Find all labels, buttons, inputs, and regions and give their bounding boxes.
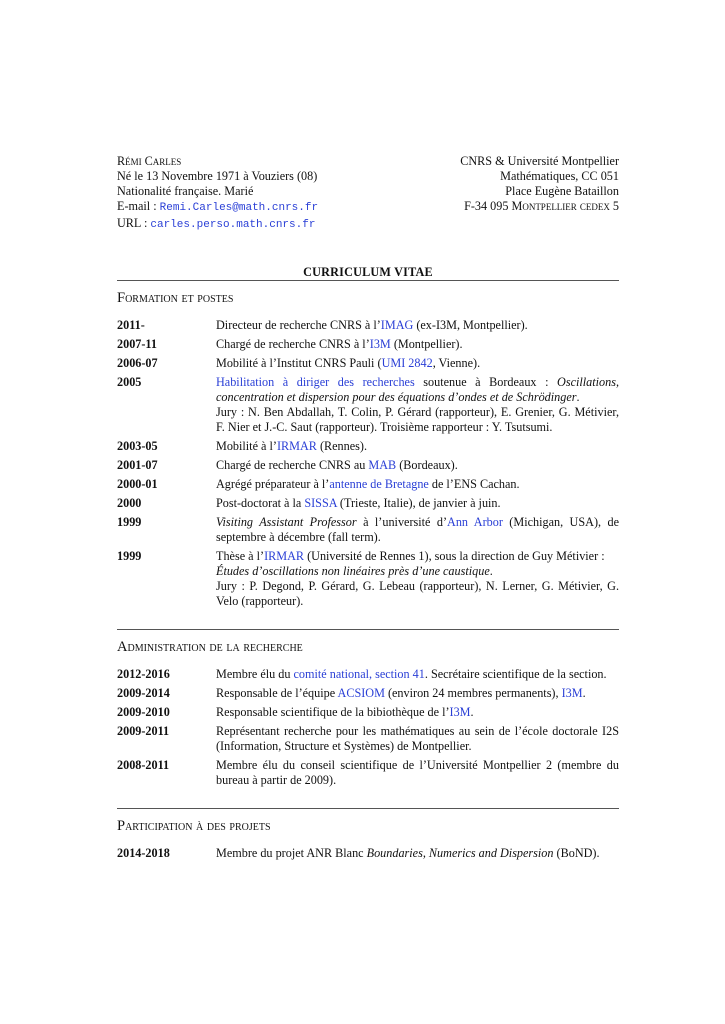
- entry-year: 2009-2011: [117, 724, 170, 738]
- url-link[interactable]: carles.perso.math.cnrs.fr: [150, 219, 316, 231]
- entry-text: (Rennes).: [316, 439, 367, 453]
- entry-text: Mobilité à l’: [216, 439, 277, 453]
- affiliation-line-1: CNRS & Université Montpellier: [460, 154, 619, 168]
- umi-link[interactable]: UMI 2842: [381, 356, 433, 370]
- project-entry: [117, 846, 619, 861]
- email-label: E-mail :: [117, 199, 160, 213]
- entry-text: (Montpellier).: [390, 337, 463, 351]
- personal-info: [117, 154, 318, 233]
- entry-description: [216, 667, 619, 682]
- formation-entry: [117, 356, 619, 371]
- entry-text: Agrégé préparateur à l’: [216, 477, 330, 491]
- imag-link[interactable]: IMAG: [380, 318, 414, 332]
- entry-description: [216, 477, 619, 492]
- irmar-link[interactable]: IRMAR: [264, 549, 305, 563]
- entry-text: soutenue à Bordeaux :: [414, 375, 558, 389]
- entry-description: [216, 515, 619, 545]
- entry-text: . Secrétaire scientifique de la section.: [424, 667, 607, 681]
- cv-page: [117, 154, 619, 865]
- entry-year: 1999: [117, 549, 142, 563]
- entry-year: 2006-07: [117, 356, 158, 370]
- entry-year: 2003-05: [117, 439, 158, 453]
- entry-year: 2001-07: [117, 458, 158, 472]
- entry-year: 2000: [117, 496, 142, 510]
- ann-arbor-link[interactable]: Ann Arbor: [447, 515, 503, 529]
- entry-description: [216, 705, 619, 720]
- formation-entry: [117, 477, 619, 492]
- entry-text: Membre du projet ANR Blanc: [216, 846, 367, 860]
- i3m-link[interactable]: I3M: [561, 686, 583, 700]
- birth-info: Né le 13 Novembre 1971 à Vouziers (08): [117, 169, 318, 183]
- entry-text: (Université de Rennes 1), sous la direction de Guy Métivier :: [304, 549, 605, 563]
- habilitation-link[interactable]: Habilitation à diriger des recherches: [216, 375, 415, 389]
- jury-text: Jury : P. Degond, P. Gérard, G. Lebeau (rapporteur), N. Lerner, G. Métivier, G. Velo (rapporteur).: [216, 579, 619, 608]
- email-line: [117, 199, 318, 216]
- section-title-admin: Administration de la recherche: [117, 639, 303, 655]
- entry-year: 2000-01: [117, 477, 158, 491]
- url-line: [117, 216, 318, 233]
- entry-description: [216, 356, 619, 371]
- entry-year: 2014-2018: [117, 846, 170, 860]
- entry-description: Membre élu du conseil scientifique de l’Université Montpellier 2 (membre du bureau à partir de 2009).: [216, 758, 619, 787]
- entry-description: [216, 846, 619, 861]
- entry-text: (Michigan, USA), de septembre à décembre (fall term).: [216, 515, 619, 544]
- entry-description: [216, 318, 619, 333]
- entry-description: [216, 439, 619, 454]
- entry-text: de l’ENS Cachan.: [428, 477, 520, 491]
- formation-entry: [117, 318, 619, 333]
- entry-year: 2005: [117, 375, 142, 389]
- project-title: Boundaries, Numerics and Dispersion: [366, 846, 554, 860]
- antenne-bretagne-link[interactable]: antenne de Bretagne: [329, 477, 429, 491]
- entry-description: [216, 337, 619, 352]
- acsiom-link[interactable]: ACSIOM: [337, 686, 385, 700]
- section-divider: [117, 280, 619, 281]
- entry-description: [216, 375, 619, 435]
- entry-text: (ex-I3M, Montpellier).: [413, 318, 528, 332]
- section-divider: [117, 629, 619, 630]
- formation-entry: [117, 439, 619, 454]
- entry-description: Représentant recherche pour les mathématiques au sein de l’école doctorale I2S (Information, Structure et Systèmes) de Montpellier.: [216, 724, 619, 753]
- entry-description: [216, 458, 619, 473]
- admin-entry: [117, 667, 619, 682]
- entry-text: à l’université d’: [356, 515, 448, 529]
- entry-year: 2008-2011: [117, 758, 170, 772]
- mab-link[interactable]: MAB: [368, 458, 397, 472]
- entry-text: Chargé de recherche CNRS à l’: [216, 337, 370, 351]
- cv-title: CURRICULUM VITAE: [303, 265, 433, 279]
- entry-description: [216, 496, 619, 511]
- comite-national-link[interactable]: comité national, section 41: [293, 667, 425, 681]
- entry-text: Responsable de l’équipe: [216, 686, 338, 700]
- formation-entry: [117, 375, 619, 435]
- admin-entry: [117, 686, 619, 701]
- section-divider: [117, 808, 619, 809]
- affiliation-line-2: Mathématiques, CC 051: [500, 169, 619, 183]
- entry-text: , Vienne).: [432, 356, 481, 370]
- section-title-formation: Formation et postes: [117, 290, 234, 306]
- entry-text: .: [489, 564, 493, 578]
- entry-text: (Trieste, Italie), de janvier à juin.: [336, 496, 501, 510]
- sissa-link[interactable]: SISSA: [304, 496, 337, 510]
- habilitation-title: Oscillations, concentration et dispersion pour des équations d’ondes et de Schrödinger: [216, 375, 619, 404]
- entry-italic: Visiting Assistant Professor: [216, 515, 357, 529]
- i3m-link[interactable]: I3M: [449, 705, 471, 719]
- entry-text: Thèse à l’: [216, 549, 265, 563]
- admin-entry: [117, 724, 619, 754]
- admin-entry: [117, 758, 619, 788]
- entry-description: [216, 549, 619, 609]
- formation-entry: [117, 515, 619, 545]
- admin-entry: [117, 705, 619, 720]
- jury-text: Jury : N. Ben Abdallah, T. Colin, P. Gérard (rapporteur), E. Grenier, G. Métivier, F. Nier et J.-C. Saut (rapporteur). Troisième rapporteur : Y. Tsutsumi.: [216, 405, 619, 434]
- entry-text: .: [470, 705, 474, 719]
- entry-year: 2007-11: [117, 337, 157, 351]
- entry-description: [216, 686, 619, 701]
- entry-text: Mobilité à l’Institut CNRS Pauli (: [216, 356, 382, 370]
- affiliation-line-3: Place Eugène Bataillon: [505, 184, 619, 198]
- affiliation-line-4: F-34 095 Montpellier cedex 5: [464, 199, 619, 213]
- affiliation: [460, 154, 619, 233]
- irmar-link[interactable]: IRMAR: [276, 439, 317, 453]
- entry-year: 2009-2010: [117, 705, 170, 719]
- section-title-projects: Participation à des projets: [117, 818, 271, 834]
- entry-text: .: [582, 686, 586, 700]
- entry-text: Directeur de recherche CNRS à l’: [216, 318, 381, 332]
- author-name: Rémi Carles: [117, 154, 182, 168]
- entry-text: (environ 24 membres permanents),: [384, 686, 562, 700]
- entry-text: Post-doctorat à la: [216, 496, 305, 510]
- formation-entry: [117, 458, 619, 473]
- entry-year: 2009-2014: [117, 686, 170, 700]
- entry-text: .: [576, 390, 580, 404]
- header: [117, 154, 619, 233]
- entry-text: (BoND).: [553, 846, 600, 860]
- i3m-link[interactable]: I3M: [369, 337, 391, 351]
- url-label: URL :: [117, 216, 151, 230]
- entry-year: 2011-: [117, 318, 145, 332]
- entry-text: Responsable scientifique de la bibiothèque de l’: [216, 705, 450, 719]
- entry-year: 1999: [117, 515, 142, 529]
- thesis-title: Études d’oscillations non linéaires près d’une caustique: [216, 564, 490, 578]
- entry-text: Chargé de recherche CNRS au: [216, 458, 369, 472]
- nationality-info: Nationalité française. Marié: [117, 184, 254, 198]
- entry-text: Membre élu du: [216, 667, 294, 681]
- entry-text: (Bordeaux).: [396, 458, 458, 472]
- formation-entry: [117, 496, 619, 511]
- email-link[interactable]: Remi.Carles@math.cnrs.fr: [159, 202, 319, 214]
- formation-entry: [117, 549, 619, 609]
- formation-entry: [117, 337, 619, 352]
- entry-year: 2012-2016: [117, 667, 170, 681]
